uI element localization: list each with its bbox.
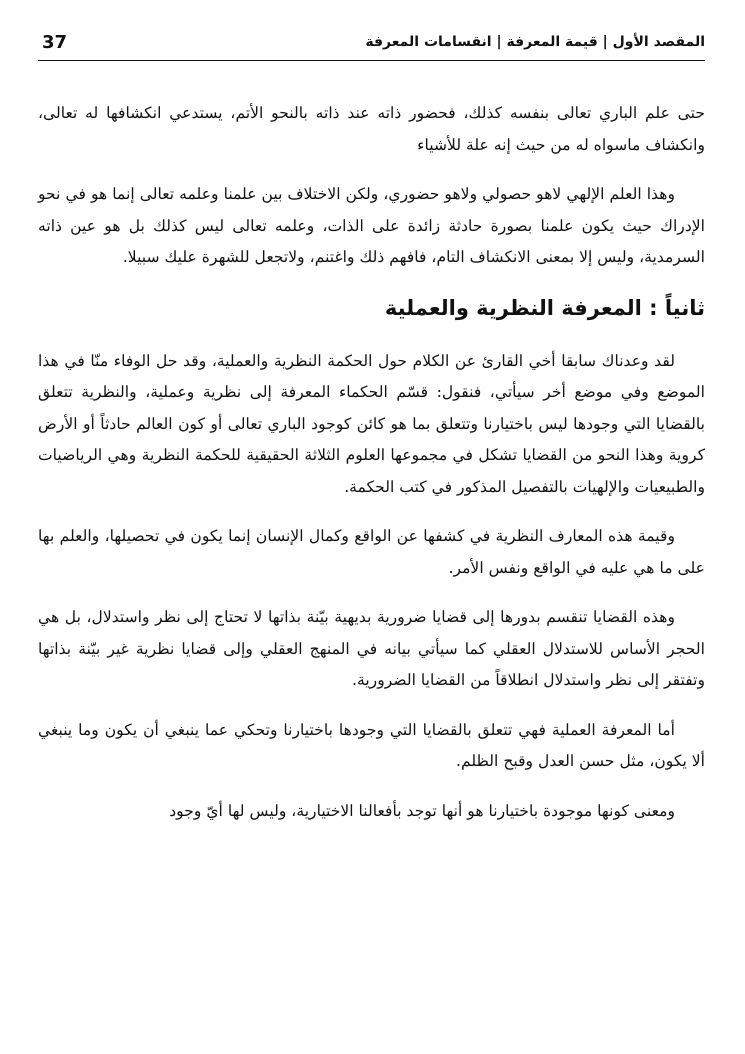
body-text — [38, 98, 705, 845]
section-paragraph-2: وقيمة هذه المعارف النظرية في كشفها عن الواقع وكمال الإنسان إنما يكون في تحصيلها، والعلم بها على ما هي عليه في الواقع ونفس الأمر. — [38, 527, 705, 577]
header-title: المقصد الأول | قيمة المعرفة | انقسامات المعرفة — [365, 34, 705, 50]
running-header — [38, 30, 705, 61]
section-paragraph-3: وهذه القضايا تنقسم بدورها إلى قضايا ضرورية بديهية بيّنة بذاتها لا تحتاج إلى نظر واستدلال، بل هي الحجر الأساس للاستدلال العقلي كما سيأتي بيانه في المنهج العقلي وإلى قضايا نظرية غير بيّنة بذاتها وتفتقر إلى نظر واستدلال انطلاقاً من القضايا الضرورية. — [38, 608, 705, 689]
page-number: 37 — [42, 32, 68, 53]
section-paragraph-5: ومعنى كونها موجودة باختيارنا هو أنها توجد بأفعالنا الاختيارية، وليس لها أيّ وجود — [169, 801, 675, 820]
paragraph-1: حتى علم الباري تعالى بنفسه كذلك، فحضور ذاته عند ذاته بالنحو الأتم، يستدعي انكشافها له تعالى، وانكشاف ماسواه له من حيث إنه علة للأشياء — [38, 104, 705, 154]
section-paragraph-1: لقد وعدناك سابقا أخي القارئ عن الكلام حول الحكمة النظرية والعملية، وقد حل الوفاء منّا في هذا الموضع وفي موضع أخر سيأتي، فنقول: قسّم الحكماء المعرفة إلى نظرية وعملية، والنظرية تتعلق بالقضايا التي وجودها ليس باختيارنا وتتعلق بما هو كائن كوجود الباري تعالى أو كون العالم حادثاً أو الأرض كروية وهذا النحو من القضايا تشكل في مجموعها العلوم الثلاثة الحقيقية للحكمة النظرية وهي الرياضيات والطبيعيات والإلهيات بالتفصيل المذكور في كتب الحكمة. — [38, 351, 705, 496]
section-paragraph-4: أما المعرفة العملية فهي تتعلق بالقضايا التي وجودها باختيارنا وتحكي عما ينبغي أن يكون وما ينبغي ألا يكون، مثل حسن العدل وقبح الظلم. — [38, 720, 705, 770]
section-heading: ثانياً : المعرفة النظرية والعملية — [384, 295, 705, 320]
paragraph-2: وهذا العلم الإلهي لاهو حصولي ولاهو حضوري، ولكن الاختلاف بين علمنا وعلمه تعالى إنما هو في نحو الإدراك حيث يكون علمنا بصورة حادثة زائدة على الذات، وعلمه تعالى ليس كذلك بل هو عين ذاته السرمدية، وليس إلا بمعنى الانكشاف التام، فافهم ذلك واغتنم، ولاتجعل للشهرة عليك سبيلا. — [38, 185, 705, 266]
